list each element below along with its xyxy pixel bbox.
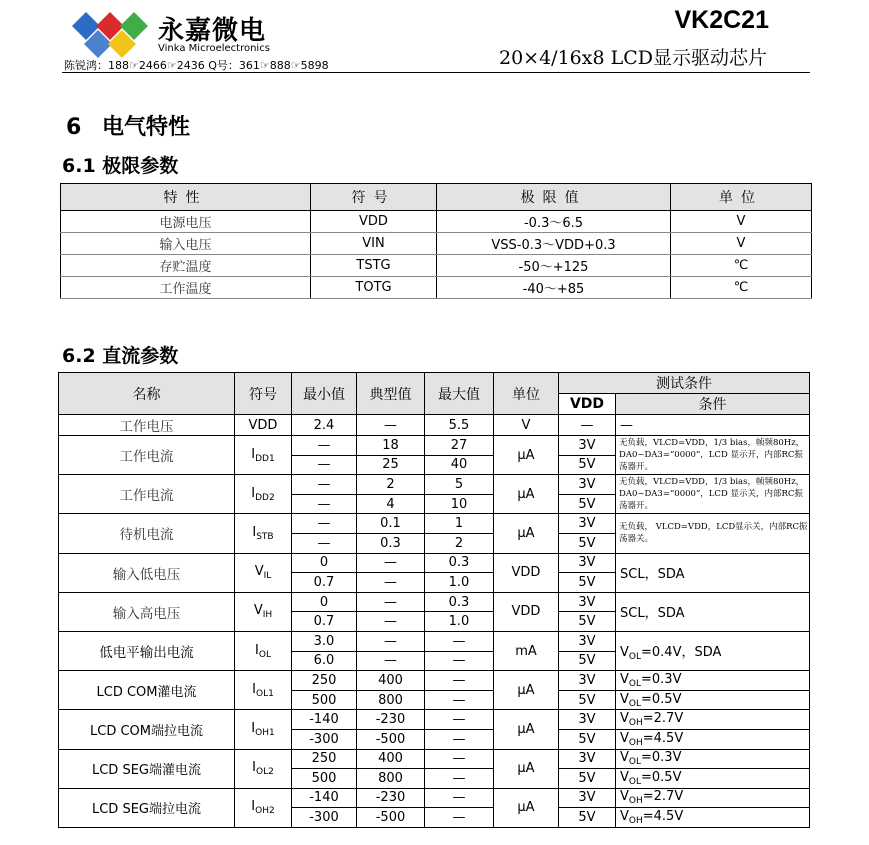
param-unit: V (671, 233, 812, 255)
limits-header-row (61, 184, 812, 211)
test-vdd: 3V (559, 475, 616, 495)
param-typ: 25 (357, 455, 425, 475)
param-name: 工作电流 (59, 436, 235, 475)
contact-info: 陈锐鸿：188☞2466☞2436 Q号：361☞888☞5898 (64, 59, 329, 72)
param-name: 低电平输出电流 (59, 631, 235, 670)
param-max: — (425, 769, 494, 789)
param-typ: — (357, 415, 425, 436)
param-max: — (425, 651, 494, 671)
table-row (59, 631, 810, 651)
param-unit: VDD (494, 553, 559, 592)
test-vdd: 3V (559, 631, 616, 651)
param-min: 2.4 (292, 415, 357, 436)
param-max: — (425, 749, 494, 769)
param-symbol: TSTG (311, 255, 437, 277)
param-typ: — (357, 553, 425, 573)
param-typ: 2 (357, 475, 425, 495)
test-condition: $V_{OH}=2.7V$ (616, 788, 810, 808)
test-vdd: 5V (559, 651, 616, 671)
param-value: -40～+85 (437, 277, 671, 299)
test-vdd: 5V (559, 612, 616, 632)
param-symbol: $I_{DD1}$ (235, 436, 292, 475)
param-max: — (425, 808, 494, 828)
limits-table (60, 183, 812, 299)
param-typ: -500 (357, 729, 425, 749)
test-vdd: 3V (559, 514, 616, 534)
param-name: 存贮温度 (61, 255, 311, 277)
param-name: 工作电压 (59, 415, 235, 436)
dc-heading: 6.2 直流参数 (62, 345, 179, 367)
param-unit: V (671, 211, 812, 233)
param-min: — (292, 494, 357, 514)
test-vdd: 3V (559, 710, 616, 730)
test-condition: $V_{OL}=0.5V$ (616, 769, 810, 789)
table-row (61, 211, 812, 233)
company-logo (68, 8, 158, 58)
dc-header-cell: 典型值 (357, 373, 425, 415)
dc-header-cell: 名称 (59, 373, 235, 415)
param-min: 0.7 (292, 612, 357, 632)
param-symbol: VIN (311, 233, 437, 255)
param-typ: — (357, 631, 425, 651)
param-max: — (425, 710, 494, 730)
param-unit: μA (494, 514, 559, 553)
param-symbol: $I_{OH2}$ (235, 788, 292, 827)
param-typ: — (357, 612, 425, 632)
param-typ: 800 (357, 769, 425, 789)
param-typ: 800 (357, 690, 425, 710)
test-vdd: 3V (559, 788, 616, 808)
test-condition: $V_{OH}=4.5V$ (616, 808, 810, 828)
param-min: -140 (292, 710, 357, 730)
test-vdd: 5V (559, 573, 616, 593)
param-max: 10 (425, 494, 494, 514)
param-symbol: $I_{STB}$ (235, 514, 292, 553)
param-unit: μA (494, 710, 559, 749)
param-typ: 18 (357, 436, 425, 456)
param-typ: — (357, 592, 425, 612)
limits-header-cell: 单位 (671, 184, 812, 211)
table-row (59, 553, 810, 573)
param-name: LCD COM灌电流 (59, 671, 235, 710)
param-min: 250 (292, 749, 357, 769)
test-vdd: 5V (559, 533, 616, 553)
param-typ: 4 (357, 494, 425, 514)
table-row (59, 514, 810, 534)
param-max: 1.0 (425, 573, 494, 593)
test-condition: 无负载， VLCD=VDD，LCD显示关，内部RC振荡器关。 (616, 514, 810, 553)
table-row (59, 710, 810, 730)
param-min: — (292, 475, 357, 495)
dc-header-cell: 符号 (235, 373, 292, 415)
dc-header-row (59, 373, 810, 394)
param-min: -140 (292, 788, 357, 808)
param-max: — (425, 631, 494, 651)
param-typ: -500 (357, 808, 425, 828)
limits-header-cell: 符号 (311, 184, 437, 211)
param-symbol: $V_{IH}$ (235, 592, 292, 631)
param-symbol: VDD (235, 415, 292, 436)
param-value: -50～+125 (437, 255, 671, 277)
param-min: -300 (292, 808, 357, 828)
test-condition: $V_{OL}=0.3V$ (616, 749, 810, 769)
param-max: — (425, 788, 494, 808)
param-max: — (425, 729, 494, 749)
param-name: 输入高电压 (59, 592, 235, 631)
param-max: — (425, 671, 494, 691)
test-vdd: 5V (559, 690, 616, 710)
param-unit: VDD (494, 592, 559, 631)
param-name: LCD COM端拉电流 (59, 710, 235, 749)
table-row (59, 749, 810, 769)
limits-header-cell: 极限值 (437, 184, 671, 211)
param-typ: 0.1 (357, 514, 425, 534)
param-symbol: $I_{OL1}$ (235, 671, 292, 710)
param-max: 1 (425, 514, 494, 534)
test-condition: SCL，SDA (616, 592, 810, 631)
test-condition: $V_{OL}=0.5V$ (616, 690, 810, 710)
param-value: VSS-0.3～VDD+0.3 (437, 233, 671, 255)
param-symbol: TOTG (311, 277, 437, 299)
test-vdd: 3V (559, 553, 616, 573)
table-row (61, 255, 812, 277)
param-min: 6.0 (292, 651, 357, 671)
param-max: 0.3 (425, 553, 494, 573)
table-row (59, 671, 810, 691)
param-typ: 400 (357, 749, 425, 769)
param-max: 0.3 (425, 592, 494, 612)
param-min: — (292, 514, 357, 534)
test-vdd: — (559, 415, 616, 436)
header-divider (62, 72, 810, 73)
test-vdd: 3V (559, 436, 616, 456)
dc-header-cell: 测试条件 (559, 373, 810, 394)
param-unit: μA (494, 436, 559, 475)
param-symbol: $I_{OL}$ (235, 631, 292, 670)
test-condition: 无负载，VLCD=VDD，1/3 bias，帧频80Hz，DA0~DA3=“0000”，LCD 显示开，内部RC振荡器开。 (616, 436, 810, 475)
table-row (59, 436, 810, 456)
param-min: 500 (292, 690, 357, 710)
test-vdd: 3V (559, 671, 616, 691)
section-number: 6 (66, 115, 82, 140)
test-vdd: 5V (559, 494, 616, 514)
param-typ: 0.3 (357, 533, 425, 553)
param-value: -0.3～6.5 (437, 211, 671, 233)
test-vdd: 3V (559, 749, 616, 769)
test-vdd: 5V (559, 769, 616, 789)
param-unit: mA (494, 631, 559, 670)
section-title: 电气特性 (102, 115, 191, 140)
document-subtitle: 20×4/16x8 LCD显示驱动芯片 (499, 47, 767, 69)
param-min: 0 (292, 592, 357, 612)
param-typ: — (357, 651, 425, 671)
dc-header-cell: 单位 (494, 373, 559, 415)
param-max: 27 (425, 436, 494, 456)
param-typ: -230 (357, 710, 425, 730)
param-min: — (292, 533, 357, 553)
param-name: LCD SEG端拉电流 (59, 788, 235, 827)
dc-header-cell: 最大值 (425, 373, 494, 415)
table-row (59, 475, 810, 495)
param-min: 0.7 (292, 573, 357, 593)
test-vdd: 5V (559, 729, 616, 749)
param-min: 0 (292, 553, 357, 573)
param-max: 5 (425, 475, 494, 495)
param-symbol: $V_{IL}$ (235, 553, 292, 592)
param-name: 待机电流 (59, 514, 235, 553)
test-condition: SCL，SDA (616, 553, 810, 592)
test-vdd: 3V (559, 592, 616, 612)
param-min: — (292, 436, 357, 456)
table-row (61, 233, 812, 255)
param-max: 1.0 (425, 612, 494, 632)
dc-table (58, 372, 810, 828)
test-condition: — (616, 415, 810, 436)
param-name: LCD SEG端灌电流 (59, 749, 235, 788)
param-unit: μA (494, 788, 559, 827)
param-max: 5.5 (425, 415, 494, 436)
param-symbol: VDD (311, 211, 437, 233)
section-heading (66, 110, 190, 141)
test-condition: $V_{OH}=4.5V$ (616, 729, 810, 749)
param-max: — (425, 690, 494, 710)
param-min: 3.0 (292, 631, 357, 651)
brand-english-name: Vinka Microelectronics (158, 43, 270, 54)
param-name: 输入电压 (61, 233, 311, 255)
param-min: 250 (292, 671, 357, 691)
param-symbol: $I_{DD2}$ (235, 475, 292, 514)
param-name: 工作电流 (59, 475, 235, 514)
param-unit: μA (494, 749, 559, 788)
limits-heading: 6.1 极限参数 (62, 155, 179, 177)
param-min: -300 (292, 729, 357, 749)
document-id: VK2C21 (674, 6, 769, 34)
param-symbol: $I_{OL2}$ (235, 749, 292, 788)
param-typ: 400 (357, 671, 425, 691)
brand-name: 永嘉微电 (158, 16, 267, 46)
test-vdd: 5V (559, 455, 616, 475)
param-typ: — (357, 573, 425, 593)
param-name: 输入低电压 (59, 553, 235, 592)
table-row (59, 415, 810, 436)
param-typ: -230 (357, 788, 425, 808)
test-condition: $V_{OL}=0.3V$ (616, 671, 810, 691)
param-unit: V (494, 415, 559, 436)
param-min: — (292, 455, 357, 475)
param-name: 电源电压 (61, 211, 311, 233)
param-max: 2 (425, 533, 494, 553)
test-condition: 无负载，VLCD=VDD，1/3 bias，帧频80Hz，DA0~DA3=“0000”，LCD 显示关，内部RC振荡器开。 (616, 475, 810, 514)
param-unit: ℃ (671, 277, 812, 299)
table-row (59, 788, 810, 808)
dc-header-cell: 条件 (616, 394, 810, 415)
param-symbol: $I_{OH1}$ (235, 710, 292, 749)
table-row (59, 592, 810, 612)
test-vdd: 5V (559, 808, 616, 828)
param-min: 500 (292, 769, 357, 789)
limits-header-cell: 特性 (61, 184, 311, 211)
param-max: 40 (425, 455, 494, 475)
test-condition: $V_{OH}=2.7V$ (616, 710, 810, 730)
param-unit: μA (494, 475, 559, 514)
test-condition: $V_{OL}=0.4V$，SDA (616, 631, 810, 670)
param-unit: μA (494, 671, 559, 710)
dc-header-cell: VDD (559, 394, 616, 415)
dc-header-cell: 最小值 (292, 373, 357, 415)
table-row (61, 277, 812, 299)
param-name: 工作温度 (61, 277, 311, 299)
param-unit: ℃ (671, 255, 812, 277)
